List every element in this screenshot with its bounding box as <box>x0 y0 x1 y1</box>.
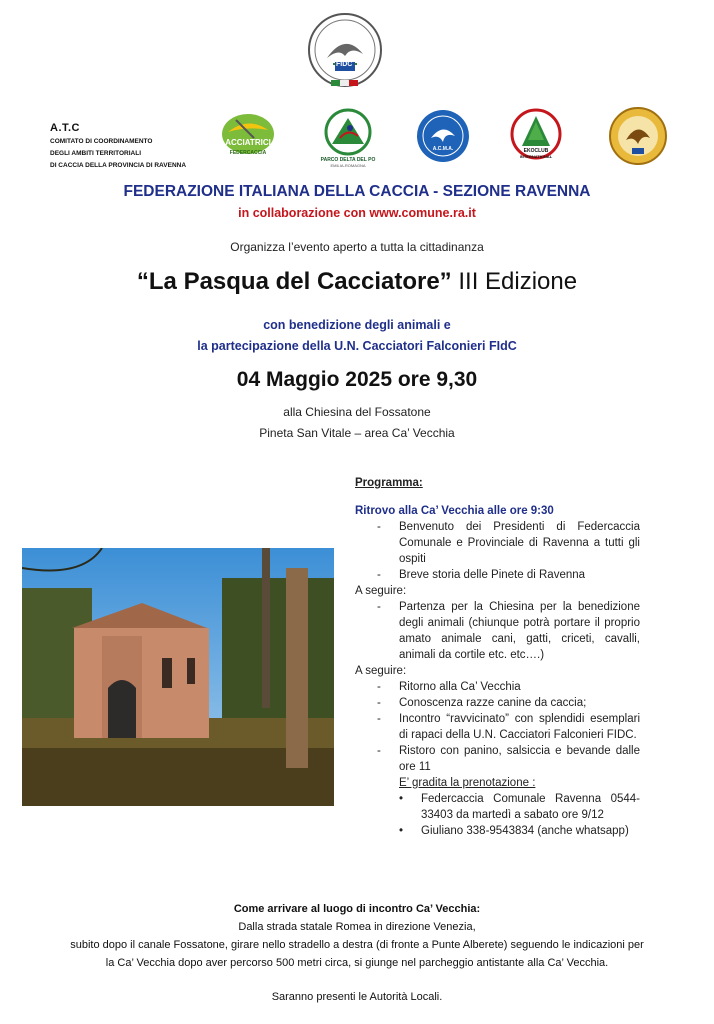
event-title <box>0 268 714 296</box>
fidc-logo <box>305 12 385 92</box>
directions-line-3: la Ca’ Vecchia dopo aver percorso 500 metri circa, si giunge nel parcheggio antistante alla Ca’ Vecchia. <box>105 957 609 969</box>
atc-line2: DEGLI AMBITI TERRITORIALI <box>50 150 141 157</box>
subtitle-1: con benedizione degli animali e <box>263 318 451 332</box>
seguire-label-1: A seguire: <box>355 585 407 597</box>
list-item-text: Ristoro con panino, salsiccia e bevande dalle ore 11 <box>399 745 640 773</box>
list-item: - Benvenuto dei Presidenti di Federcaccia Comunale e Provinciale di Ravenna a tutti gli ospiti <box>377 521 640 565</box>
organizza-line: Organizza l’evento aperto a tutta la cittadinanza <box>230 240 484 254</box>
contact-text: Federcaccia Comunale Ravenna 0544-33403 da martedì a sabato ore 9/12 <box>421 793 640 821</box>
acma-name: A.C.M.A. <box>432 146 454 152</box>
atc-logo <box>50 122 186 170</box>
event-title-bold: “La Pasqua del Cacciatore” <box>136 268 452 295</box>
ekoclub-logo <box>510 108 562 164</box>
contact-item: • Federcaccia Comunale Ravenna 0544-33403 da martedì a sabato ore 9/12 <box>399 793 640 821</box>
collaborazione-line: in collaborazione con www.comune.ra.it <box>238 206 476 220</box>
acma-logo <box>415 108 471 164</box>
falconieri-logo <box>608 106 668 166</box>
event-title-edition: III Edizione <box>451 268 578 295</box>
list-item-text: Breve storia delle Pinete di Ravenna <box>399 569 586 581</box>
list-item-text: Incontro “ravvicinato” con splendidi esemplari di rapaci della U.N. Cacciatori Falconieri FIDC. <box>399 713 640 741</box>
ritrovo-line: Ritrovo alla Ca’ Vecchia alle ore 9:30 <box>355 505 554 517</box>
final-note: Saranno presenti le Autorità Locali. <box>271 991 443 1003</box>
fidc-logo-text: FIDC <box>336 61 353 68</box>
directions-line-1: Dalla strada statale Romea in direzione Venezia, <box>238 921 476 933</box>
acciatrici-logo <box>218 112 278 158</box>
event-place-2: Pineta San Vitale – area Ca’ Vecchia <box>259 426 455 440</box>
parco-sub: EMILIA-ROMAGNA <box>330 163 366 168</box>
list-item-text: Conoscenza razze canine da caccia; <box>399 697 587 709</box>
contact-text: Giuliano 338-9543834 (anche whatsapp) <box>421 825 629 837</box>
program-header: Programma: <box>355 477 423 489</box>
program-list-2 <box>355 599 640 663</box>
prenotazione-label: E’ gradita la prenotazione : <box>399 777 536 789</box>
acciatrici-sub: FEDERCACCIA <box>229 150 267 156</box>
contact-item: • Giuliano 338-9543834 (anche whatsapp) <box>355 823 640 839</box>
program-list-3 <box>355 679 640 775</box>
ekoclub-sub: INTERNATIONAL <box>519 154 553 159</box>
list-item: - Ritorno alla Ca’ Vecchia <box>377 681 521 693</box>
atc-title: A.T.C <box>50 122 80 134</box>
federazione-heading: FEDERAZIONE ITALIANA DELLA CACCIA - SEZIONE RAVENNA <box>123 183 591 200</box>
atc-line3: DI CACCIA DELLA PROVINCIA DI RAVENNA <box>50 162 187 169</box>
event-date: 04 Maggio 2025 ore 9,30 <box>236 368 478 391</box>
list-item: - Incontro “ravvicinato” con splendidi esemplari di rapaci della U.N. Cacciatori Falconieri FIDC. <box>377 713 640 741</box>
atc-line1: COMITATO DI COORDINAMENTO <box>50 138 153 145</box>
acciatrici-name: ACCIATRICI <box>225 138 271 147</box>
program-section <box>355 475 640 839</box>
subtitle-2: la partecipazione della U.N. Cacciatori Falconieri FIdC <box>197 339 517 353</box>
list-item: - Conoscenza razze canine da caccia; <box>377 697 587 709</box>
directions-line-2: subito dopo il canale Fossatone, girare nello stradello a destra (di fronte a Punte Alberete) seguendo le indicazioni per <box>70 939 644 951</box>
ekoclub-name: EKOCLUB <box>523 148 549 154</box>
directions-title: Come arrivare al luogo di incontro Ca’ Vecchia: <box>233 903 481 915</box>
event-place-1: alla Chiesina del Fossatone <box>283 405 431 419</box>
list-item: - Partenza per la Chiesina per la benedizione degli animali (chiunque potrà portare il proprio amato animale cani, gatti, criceti, cavalli, animali da cortile etc. etc….) <box>377 601 640 661</box>
list-item-text: Benvenuto dei Presidenti di Federcaccia Comunale e Provinciale di Ravenna a tutti gli ospiti <box>399 521 640 565</box>
list-item: - Ristoro con panino, salsiccia e bevande dalle ore 11 <box>377 745 640 773</box>
list-item-text: Ritorno alla Ca’ Vecchia <box>399 681 521 693</box>
program-list-1 <box>355 519 640 583</box>
parco-delta-logo <box>318 108 378 168</box>
parco-name: PARCO DELTA DEL PO <box>320 157 376 163</box>
contact-list <box>355 791 640 839</box>
seguire-label-2: A seguire: <box>355 665 407 677</box>
chapel-photo <box>22 548 334 806</box>
list-item: - Breve storia delle Pinete di Ravenna <box>377 569 586 581</box>
list-item-text: Partenza per la Chiesina per la benedizione degli animali (chiunque potrà portare il proprio amato animale cani, gatti, criceti, cavalli, animali da cortile etc. etc….) <box>399 601 640 661</box>
